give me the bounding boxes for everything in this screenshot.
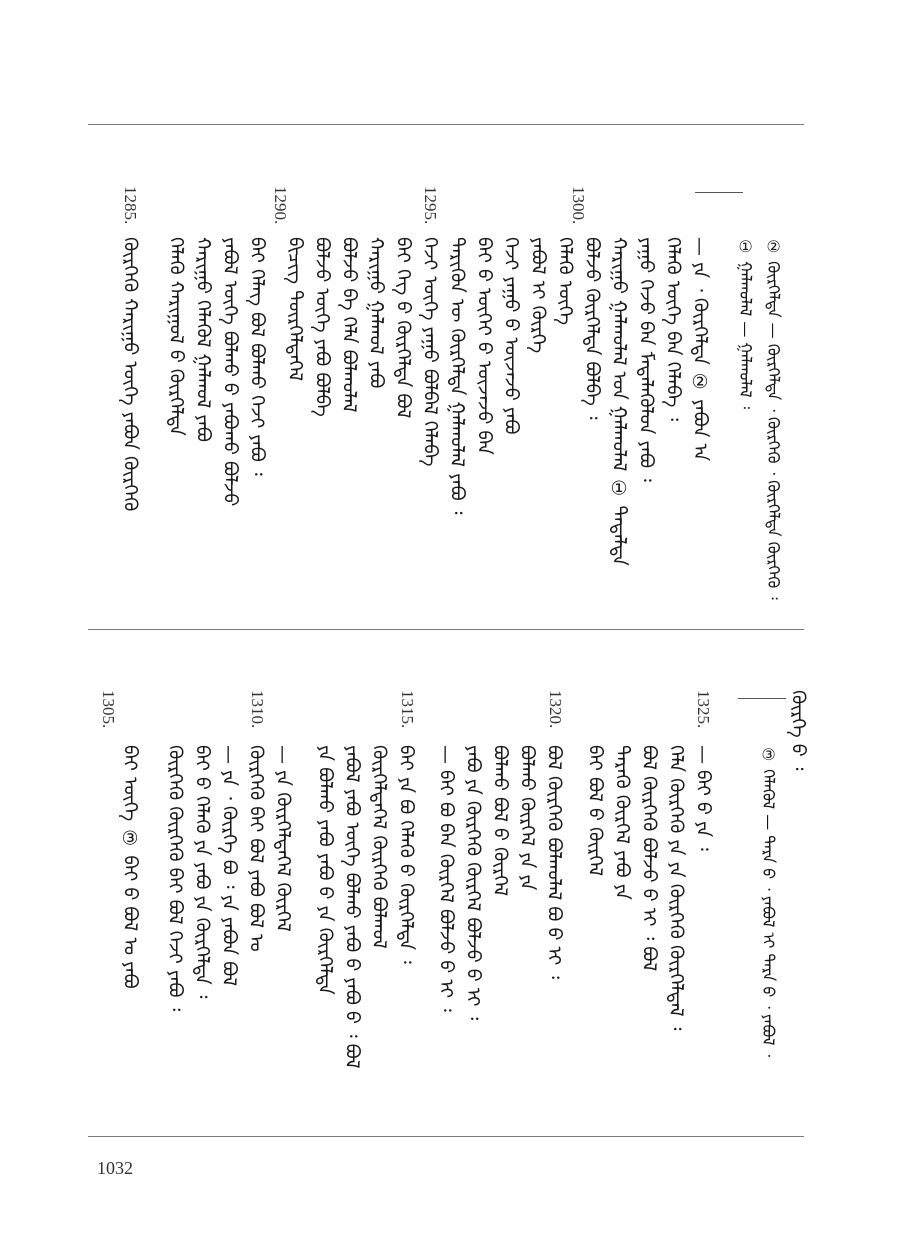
verse-line: ᠪᠣᠯᠵᠤ ᠪᠡ ᠬᠡᠯᠡ ᠪᠣᠯᠬᠤᠯᠠᠯ <box>338 237 360 413</box>
verse-line: ᠪᠣᠯᠬᠤ ᠪᠣᠯ ᠪ ᠬᠦᠷᠭᠡᠯ <box>489 745 511 897</box>
verse-line: ᠪᠠᠢ ᠬᠡᠭ ᠪ ᠬᠦᠷᠭᠡᠯᠲᠡ ᠪᠣᠯ <box>392 237 414 419</box>
line-number: 1325. <box>694 690 713 729</box>
verse-line: ᠶᠠᠪᠤᠯ ᠦᠭᠡ ᠪᠣᠯᠬᠤ ᠪ ᠶᠠᠪᠤᠬᠤ ᠪᠣᠯᠵᠤ <box>219 237 241 507</box>
verse-line: ᠶᠠᠪᠤᠯ ᠶᠠᠪᠤ ᠦᠭᠡ ᠪᠣᠯᠬᠤ ᠶᠠᠪᠤ ᠪ ᠶᠠᠪᠤ ᠪ ᠄ ᠪᠣᠯ <box>341 745 363 1069</box>
verse-line: ᠪᠣᠯ ᠬᠦᠷᠭᠡᠬᠦ ᠪᠣᠯᠵᠤ ᠪ ᠢ ᠄ ᠪᠣᠯ <box>638 745 660 972</box>
middle-rule <box>88 629 804 630</box>
verse-line: — ᠶᠠ ᠂ ᠬᠦᠷᠭᠡᠯᠲᠡ ② ᠶᠠᠪᠤᠨ ᠠ <box>689 237 711 462</box>
verse-line: ᠬᠦᠷᠭᠡᠬᠦ ᠬᠦᠷᠭᠡᠬᠦ ᠪᠠᠢ ᠪᠣᠯ ᠬᠡᠵᠢ ᠶᠠᠪᠤ ᠄ <box>164 745 186 1012</box>
verse-line: ᠪᠠᠢ ᠪ ᠬᠡᠯᠡᠬᠦ ᠶᠠ ᠶᠠᠪᠤ ᠶᠠ ᠬᠦᠷᠭᠡᠯᠲᠡ ᠄ <box>191 745 213 999</box>
footnote-3: ③ ᠬᠡᠯᠡᠭᠦᠯ — ᠲᠡᠷᠡ ᠪ ᠂ ᠶᠠᠪᠤᠯ ᠢ ᠲᠡᠷᠡ ᠪ ᠂ ᠶᠠᠪᠤᠯ ᠂ <box>759 745 778 1058</box>
verse-line: ᠪᠠᠢ ᠪ ᠦᠭᠡᠢ ᠪ ᠦᠵᠡᠵᠦ ᠪᠡᠨ <box>473 237 495 455</box>
bottom-rule <box>88 1136 804 1137</box>
top-rule <box>88 124 804 125</box>
verse-line: ᠶᠠ ᠪᠣᠯᠬᠤ ᠶᠠᠪᠤ ᠶᠠᠪᠤ ᠪ ᠶᠠ ᠬᠦᠷᠭᠡᠯᠲᠡ <box>314 745 336 995</box>
verse-line: ᠬᠦᠷᠭᠡᠯᠲᠡᠬᠡᠯ ᠬᠦᠷᠭᠡᠬᠦ ᠪᠣᠯᠬᠤᠯ <box>368 745 390 949</box>
verse-line: ᠪᠠᠢ ᠬᠡᠯᠡᠭ ᠪᠣᠯ ᠪᠣᠯᠬᠤ ᠬᠡᠵᠢ ᠶᠠᠪᠤ ᠄ <box>246 237 268 476</box>
verse-line: ᠪᠣᠯ ᠬᠦᠷᠭᠡᠬᠦ ᠪᠣᠯᠬᠤᠯᠠᠯ ᠪᠣ ᠪ ᠢ ᠄ <box>543 745 565 979</box>
line-number: 1320. <box>546 690 565 729</box>
verse-line: ᠲᠡᠷᠢᠭᠦᠨ ᠦ ᠬᠦᠷᠭᠡᠯᠲᠡ ᠭᠠᠯᠬᠤᠯᠠᠯ ᠶᠠᠪᠤ ᠄ <box>446 237 468 515</box>
verse-line: ᠬᠠᠷᠢᠭᠤ ᠭᠠᠯᠬᠤᠯ ᠶᠠᠪᠤ <box>365 237 387 389</box>
verse-line: ᠬᠡᠯᠡᠬᠦ ᠬᠠᠷᠢᠭᠤᠯ ᠪ ᠬᠦᠷᠭᠡᠯᠲᠡ <box>165 237 187 436</box>
verse-line: ᠬᠠᠷᠢᠭᠤ ᠬᠡᠯᠡᠭᠦᠯ ᠭᠠᠯᠬᠤᠯ ᠶᠠᠪᠤ <box>192 237 214 442</box>
verse-line: ᠶᠠᠪᠤ ᠶᠠ ᠬᠦᠷᠭᠡᠬᠦ ᠬᠦᠷᠭᠡᠯ ᠪᠣᠯᠵᠤ ᠪ ᠢ ᠄ <box>462 745 484 1021</box>
verse-line: ᠪᠣᠯᠵᠤ ᠬᠦᠷᠭᠡᠯᠲᠡ ᠪᠣᠯᠪᠠ ᠄ <box>581 237 603 420</box>
verse-line: ᠲᠡᠷᠡᠭᠦ ᠬᠦᠷᠭᠡᠯ ᠶᠠᠪᠤ ᠶᠠ <box>611 745 633 900</box>
verse-line: — ᠪᠠᠢ ᠪᠣ ᠪᠡᠨ ᠬᠦᠷᠭᠡᠯ ᠪᠣᠯᠵᠤ ᠪ ᠢ ᠄ <box>435 745 457 1012</box>
verse-line: ᠬᠦᠷᠭᠡᠬᠦ ᠬᠠᠷᠢᠭᠤ ᠦᠭᠡ ᠶᠠᠪᠤᠨ ᠬᠦᠷᠭᠡᠬᠦ <box>119 237 141 512</box>
verse-line: ᠶᠠᠪᠤᠯ ᠢ ᠬᠦᠷᠭᠡ <box>527 237 549 354</box>
verse-line: ᠬᠡᠵᠢ ᠶᠠᠭᠤ ᠪ ᠦᠵᠡᠵᠦ ᠶᠠᠪᠤ <box>500 237 522 435</box>
line-number: 1300. <box>569 186 588 225</box>
verse-line: ᠬᠠᠷᠢᠭᠤ ᠭᠠᠯᠬᠤᠯᠠᠯ ᠤᠨ ᠭᠠᠯᠬᠤᠯᠠᠯ ① ᠲᠠᠲᠠᠯᠲᠠ <box>608 237 630 566</box>
verse-line: ᠪᠠᠢ ᠪᠣᠯ ᠪ ᠬᠦᠷᠭᠡᠯ <box>584 745 606 877</box>
verse-line: — ᠪᠠᠢ ᠪ ᠶᠠ ᠄ <box>692 745 714 851</box>
verse-line: ᠬᠡᠵᠢ ᠦᠭᠡ ᠶᠠᠭᠤ ᠪᠣᠯᠪᠠᠯ ᠬᠡᠯᠡᠪᠡ <box>419 237 441 467</box>
verse-line: ᠪᠠᠢ ᠦᠭᠡ ③ ᠪᠠᠢ ᠪ ᠪᠣᠯ ᠤ ᠶᠠᠪᠤ <box>119 745 141 989</box>
line-number: 1295. <box>421 186 440 225</box>
verse-line: ᠬᠡᠯᠡ ᠬᠦᠷᠭᠡᠬᠦ ᠶᠠ ᠶᠠ ᠬᠦᠷᠭᠡᠬᠦ ᠬᠦᠷᠭᠡᠯᠲᠡᠯ ᠄ <box>665 745 687 1031</box>
verse-line: — ᠶᠠ ᠂ ᠬᠦᠷᠭᠡ ᠪᠣ ᠄ ᠶᠠ ᠶᠠᠪᠤᠨ ᠪᠣᠯ <box>218 745 240 987</box>
footnote-1-upper: ① ᠭᠠᠯᠬᠤᠯᠠᠯ — ᠭᠠᠯᠬᠤᠯᠠᠯ ᠄ <box>736 237 755 410</box>
page-number: 1032 <box>97 1158 133 1178</box>
footnote-rule-lower <box>738 698 786 699</box>
verse-line: ᠪᠣᠯᠬᠤ ᠬᠦᠷᠭᠡᠯ ᠶᠠ ᠶᠠ <box>516 745 538 891</box>
verse-line: ᠬᠡᠯᠡᠬᠦ ᠦᠭᠡ <box>554 237 576 326</box>
line-number: 1315. <box>398 690 417 729</box>
verse-line: ᠪᠣᠯᠵᠤ ᠦᠭᠡ ᠶᠠᠪᠤ ᠪᠣᠯᠪᠠ <box>311 237 333 417</box>
line-number: 1305. <box>99 690 118 729</box>
verse-line: ᠬᠦᠷᠭᠡᠬᠦ ᠪᠠᠢ ᠪᠣᠯ ᠶᠠᠪᠤ ᠪᠣᠯ ᠤ <box>245 745 267 952</box>
verse-line: ᠪᠠᠢ ᠶᠠ ᠪᠣ ᠬᠡᠯᠡᠬᠦ ᠪ ᠬᠦᠷᠭᠡᠯᠲᠡ ᠄ <box>395 745 417 964</box>
verse-line: ᠶᠠᠭᠤ ᠭᠡᠵᠦ ᠪᠡᠨ ᠮᠡᠳᠡᠯᠡᠭᠦᠯᠦᠨ ᠶᠠᠪᠤ ᠄ <box>635 237 657 482</box>
verse-line: — ᠶᠠ ᠬᠦᠷᠭᠡᠯᠲᠡᠬᠡᠯ ᠬᠦᠷᠭᠡᠯ <box>272 745 294 932</box>
verse-line: ᠬᠡᠯᠡᠬᠦ ᠦᠭᠡ ᠪᠡᠨ ᠬᠡᠯᠡᠪᠡ ᠄ <box>662 237 684 422</box>
footnote-rule-upper <box>695 192 743 193</box>
line-number: 1290. <box>271 186 290 225</box>
verse-line: ᠪᠢᠴᠢᠭ ᠲᠦᠷᠭᠡᠯᠲᠡᠬᠡᠯ <box>284 237 306 382</box>
line-number: 1310. <box>248 690 267 729</box>
footnote-2-upper: ② ᠬᠦᠷᠭᠡᠯᠲᠡ — ᠬᠦᠷᠭᠡᠯᠲᠡ ᠂ ᠬᠦᠷᠭᠡᠬᠦ ᠂ ᠬᠦᠷᠭᠡᠯᠲᠡ ᠬᠦᠷᠭᠡᠬᠦ ᠄ <box>764 237 783 600</box>
line-number: 1285. <box>121 186 140 225</box>
continued-line: ᠬᠦᠷᠭᠡ ᠪ ᠄ <box>787 690 809 771</box>
